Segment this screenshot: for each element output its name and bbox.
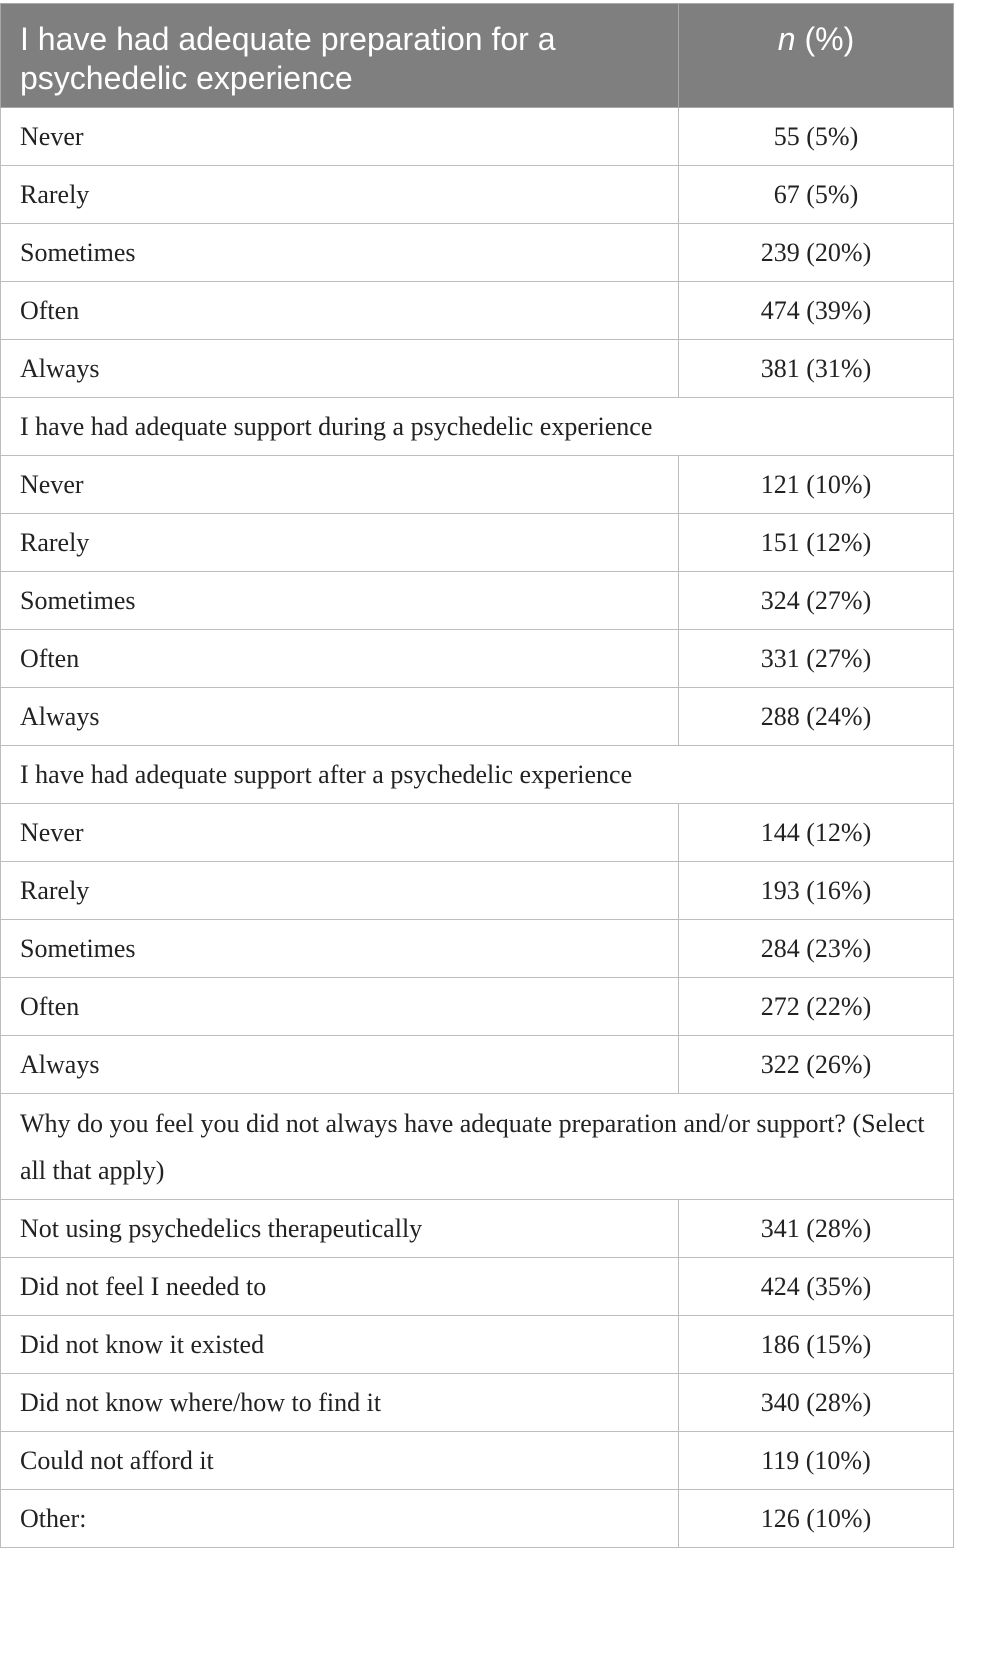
row-value: 193 (16%) bbox=[679, 862, 954, 920]
header-count-percent bbox=[679, 4, 954, 108]
header-percent: (%) bbox=[795, 21, 855, 57]
table-header-row bbox=[1, 4, 954, 108]
row-label: Often bbox=[1, 282, 679, 340]
row-value: 186 (15%) bbox=[679, 1316, 954, 1374]
row-label: Did not feel I needed to bbox=[1, 1258, 679, 1316]
table-row bbox=[1, 224, 954, 282]
table-row bbox=[1, 978, 954, 1036]
row-label: Often bbox=[1, 630, 679, 688]
table-row bbox=[1, 920, 954, 978]
row-value: 144 (12%) bbox=[679, 804, 954, 862]
section-heading-row bbox=[1, 1094, 954, 1200]
table-row bbox=[1, 1374, 954, 1432]
table-row bbox=[1, 1316, 954, 1374]
row-label: Never bbox=[1, 108, 679, 166]
table-row bbox=[1, 1490, 954, 1548]
header-n: n bbox=[777, 21, 796, 57]
section-heading-row bbox=[1, 746, 954, 804]
row-value: 67 (5%) bbox=[679, 166, 954, 224]
row-value: 324 (27%) bbox=[679, 572, 954, 630]
section-title: I have had adequate support after a psychedelic experience bbox=[1, 746, 954, 804]
table-row bbox=[1, 282, 954, 340]
table-row bbox=[1, 630, 954, 688]
row-value: 55 (5%) bbox=[679, 108, 954, 166]
row-value: 331 (27%) bbox=[679, 630, 954, 688]
table-row bbox=[1, 166, 954, 224]
row-label: Could not afford it bbox=[1, 1432, 679, 1490]
row-value: 322 (26%) bbox=[679, 1036, 954, 1094]
survey-results-table bbox=[0, 3, 954, 1548]
row-value: 239 (20%) bbox=[679, 224, 954, 282]
table-row bbox=[1, 108, 954, 166]
header-question: I have had adequate preparation for a psychedelic experience bbox=[1, 4, 679, 108]
table-row bbox=[1, 340, 954, 398]
row-value: 424 (35%) bbox=[679, 1258, 954, 1316]
table-row bbox=[1, 572, 954, 630]
section-heading-row bbox=[1, 398, 954, 456]
row-label: Always bbox=[1, 1036, 679, 1094]
row-label: Sometimes bbox=[1, 572, 679, 630]
row-label: Rarely bbox=[1, 862, 679, 920]
row-value: 284 (23%) bbox=[679, 920, 954, 978]
section-title: Why do you feel you did not always have adequate preparation and/or support? (Select all that apply) bbox=[1, 1094, 954, 1200]
row-value: 272 (22%) bbox=[679, 978, 954, 1036]
table-row bbox=[1, 862, 954, 920]
row-value: 151 (12%) bbox=[679, 514, 954, 572]
row-label: Always bbox=[1, 340, 679, 398]
table-row bbox=[1, 804, 954, 862]
row-label: Often bbox=[1, 978, 679, 1036]
table-row bbox=[1, 688, 954, 746]
row-value: 381 (31%) bbox=[679, 340, 954, 398]
table-row bbox=[1, 456, 954, 514]
row-label: Did not know it existed bbox=[1, 1316, 679, 1374]
row-label: Did not know where/how to find it bbox=[1, 1374, 679, 1432]
section-title: I have had adequate support during a psychedelic experience bbox=[1, 398, 954, 456]
row-value: 341 (28%) bbox=[679, 1200, 954, 1258]
row-value: 121 (10%) bbox=[679, 456, 954, 514]
row-label: Other: bbox=[1, 1490, 679, 1548]
row-label: Rarely bbox=[1, 166, 679, 224]
table-row bbox=[1, 1036, 954, 1094]
table-row bbox=[1, 1258, 954, 1316]
row-value: 119 (10%) bbox=[679, 1432, 954, 1490]
row-value: 288 (24%) bbox=[679, 688, 954, 746]
row-label: Rarely bbox=[1, 514, 679, 572]
row-value: 340 (28%) bbox=[679, 1374, 954, 1432]
row-value: 474 (39%) bbox=[679, 282, 954, 340]
table-row bbox=[1, 1200, 954, 1258]
row-label: Sometimes bbox=[1, 920, 679, 978]
table-row bbox=[1, 514, 954, 572]
row-label: Never bbox=[1, 804, 679, 862]
table-row bbox=[1, 1432, 954, 1490]
row-label: Never bbox=[1, 456, 679, 514]
row-label: Always bbox=[1, 688, 679, 746]
row-value: 126 (10%) bbox=[679, 1490, 954, 1548]
row-label: Not using psychedelics therapeutically bbox=[1, 1200, 679, 1258]
row-label: Sometimes bbox=[1, 224, 679, 282]
